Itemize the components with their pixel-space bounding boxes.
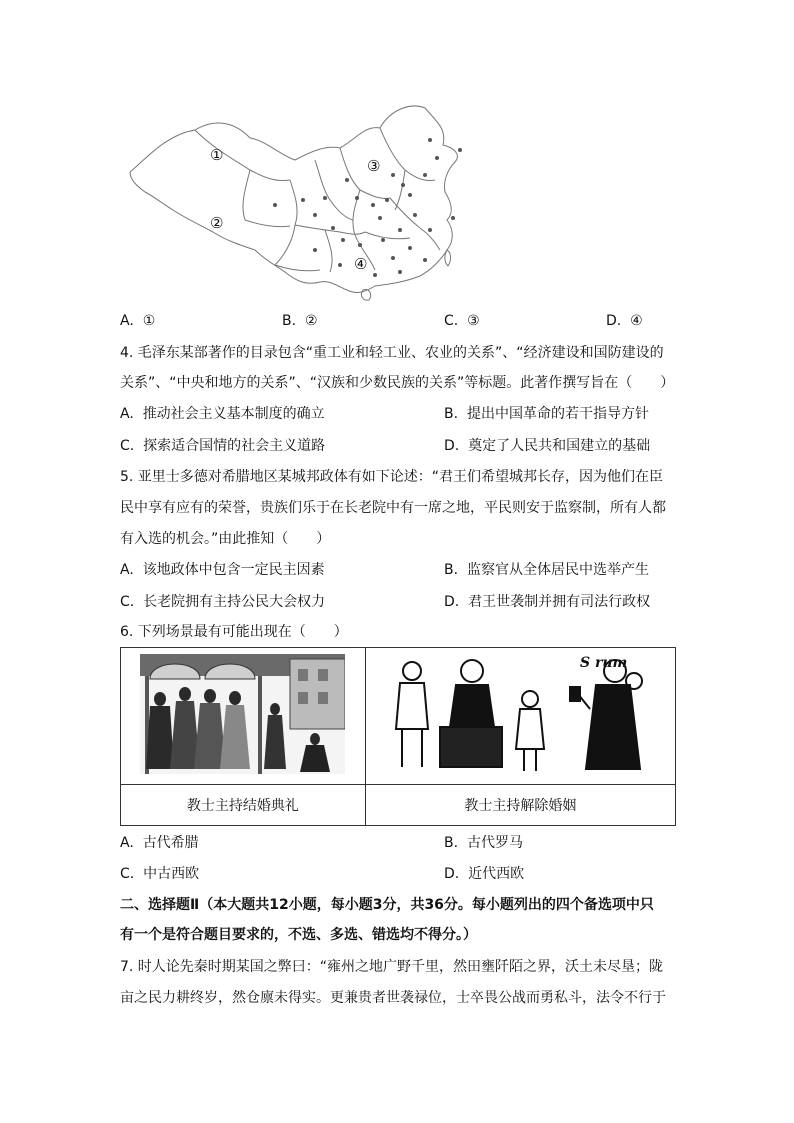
section-2-heading-line-2: 有一个是符合题目要求的，不选、多选、错选均不得分。） [120, 927, 477, 943]
option-text: 君王世袭制并拥有司法行政权 [468, 594, 651, 610]
map-marker-3: ③ [367, 157, 381, 175]
map-marker-2: ② [210, 214, 224, 232]
q3-option-b [282, 311, 318, 331]
option-text: ④ [630, 313, 643, 329]
option-text: 监察官从全体居民中选举产生 [466, 562, 649, 578]
option-text: 古代罗马 [466, 835, 523, 851]
section-2-heading-line-1: 二、选择题Ⅱ（本大题共12小题，每小题3分，共36分。每小题列出的四个备选项中只 [120, 897, 654, 913]
q4-option-b [444, 404, 649, 424]
option-text: 古代希腊 [142, 835, 199, 851]
option-letter: A. [120, 313, 134, 329]
option-text: 该地政体中包含一定民主因素 [142, 562, 325, 578]
q5-stem-line-2: 民中享有应有的荣誉，贵族们乐于在长老院中有一席之地，平民则安于监察制，所有人都 [120, 500, 666, 516]
option-letter: D. [444, 594, 460, 610]
option-text: 奠定了人民共和国建立的基础 [468, 438, 651, 454]
option-letter: B. [282, 313, 297, 329]
china-map-outline [125, 100, 465, 310]
option-letter: B. [444, 835, 459, 851]
q3-option-d [606, 311, 643, 331]
q7-stem-line-2: 亩之民力耕终岁，然仓廪未得实。更兼贵者世袭禄位，士卒畏公战而勇私斗，法令不行于 [120, 990, 666, 1006]
caption-wedding: 教士主持结婚典礼 [121, 785, 366, 826]
q3-option-a [120, 311, 155, 331]
q4-option-c [120, 436, 325, 456]
q7-stem-line-1: 7. 时人论先秦时期某国之弊曰：“雍州之地广野千里，然田壅阡陌之界，沃土未尽垦；陇 [120, 959, 664, 975]
option-text: ③ [467, 313, 480, 329]
q5-stem-line-3: 有入选的机会。”由此推知（ ） [120, 531, 331, 547]
scene-cell-annulment [365, 648, 675, 785]
q6-option-d [444, 864, 524, 884]
scene-cell-wedding [121, 648, 366, 785]
q4-stem-line-1: 4. 毛泽东某部著作的目录包含“重工业和轻工业、农业的关系”、“经济建设和国防建设的 [120, 345, 664, 361]
q5-option-a [120, 560, 325, 580]
option-text: 推动社会主义基本制度的确立 [142, 406, 325, 422]
option-letter: B. [444, 562, 459, 578]
option-letter: A. [120, 835, 134, 851]
q5-option-c [120, 592, 325, 612]
q6-option-a [120, 833, 199, 853]
option-letter: D. [444, 866, 460, 882]
option-text: ① [142, 313, 156, 329]
q6-scene-table [120, 647, 676, 826]
option-text: ② [304, 313, 318, 329]
map-marker-1: ① [210, 146, 224, 164]
q6-stem: 6. 下列场景最有可能出现在（ ） [120, 624, 348, 640]
scroll-inscription: S rum [580, 655, 628, 671]
option-text: 近代西欧 [468, 866, 525, 882]
option-letter: C. [444, 313, 459, 329]
option-letter: A. [120, 562, 134, 578]
q4-option-a [120, 404, 325, 424]
option-letter: C. [120, 866, 135, 882]
q5-stem-line-1: 5. 亚里士多德对希腊地区某城邦政体有如下论述：“君王们希望城邦长存，因为他们在臣 [120, 469, 664, 485]
option-text: 探索适合国情的社会主义道路 [143, 438, 326, 454]
option-letter: C. [120, 438, 135, 454]
map-marker-4: ④ [354, 255, 368, 273]
q6-option-c [120, 864, 199, 884]
option-letter: C. [120, 594, 135, 610]
wedding-ceremony-illustration [140, 654, 345, 774]
q4-stem-line-2: 关系”、“中央和地方的关系”、“汉族和少数民族的关系”等标题。此著作撰写旨在（ ） [120, 375, 675, 391]
caption-annulment: 教士主持解除婚姻 [365, 785, 675, 826]
annulment-illustration [390, 649, 650, 779]
option-text: 提出中国革命的若干指导方针 [466, 406, 649, 422]
option-letter: D. [606, 313, 622, 329]
q5-option-b [444, 560, 649, 580]
q6-option-b [444, 833, 523, 853]
q3-option-c [444, 311, 480, 331]
option-letter: A. [120, 406, 134, 422]
option-text: 中古西欧 [143, 866, 200, 882]
option-text: 长老院拥有主持公民大会权力 [143, 594, 326, 610]
china-map [125, 100, 465, 310]
option-letter: B. [444, 406, 459, 422]
q5-option-d [444, 592, 650, 612]
option-letter: D. [444, 438, 460, 454]
q4-option-d [444, 436, 650, 456]
